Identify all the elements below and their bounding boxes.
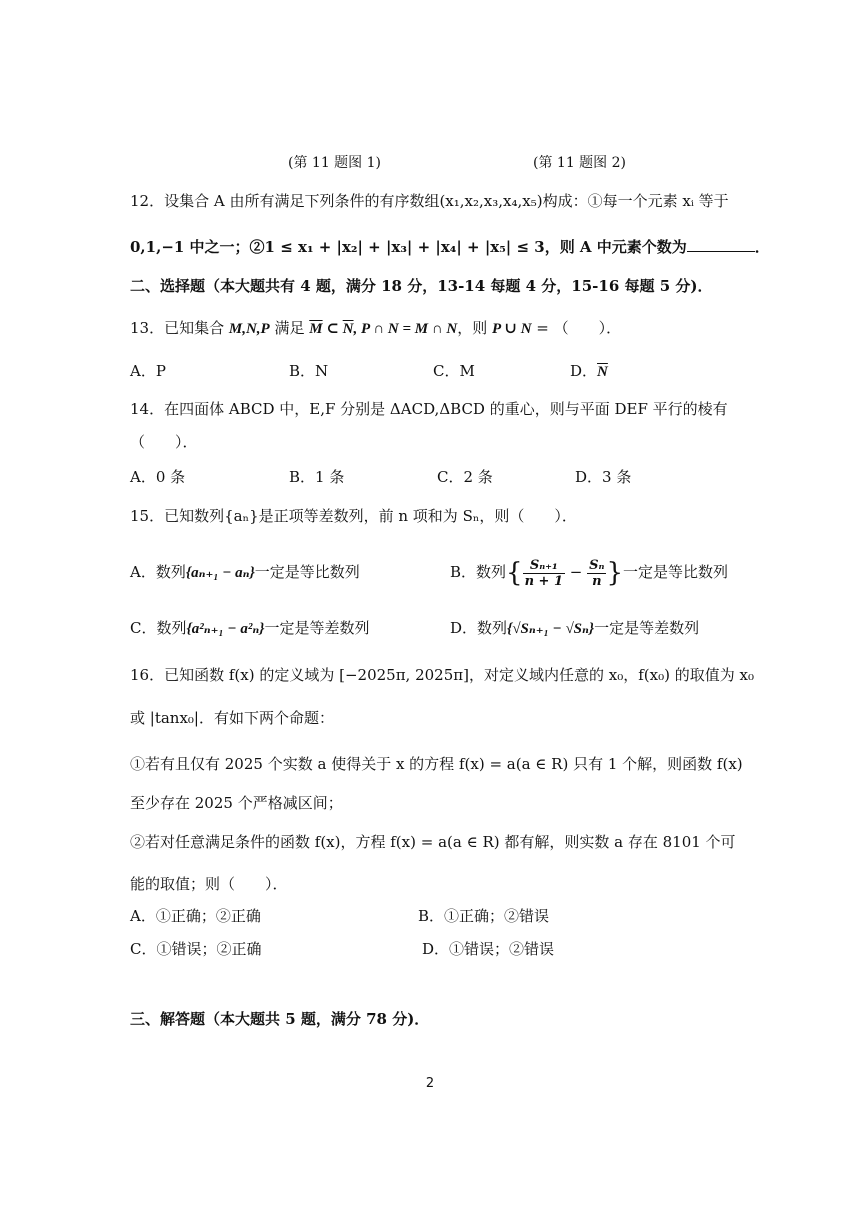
q15-stem: 15．已知数列{aₙ}是正项等差数列，前 n 项和为 Sₙ，则（ ）．	[130, 507, 577, 525]
q14-line1: 14．在四面体 ABCD 中，E,F 分别是 ΔACD,ΔBCD 的重心，则与平面 DEF 平行的棱有	[130, 400, 728, 418]
q15-option-b-post: 一定是等比数列	[623, 563, 729, 581]
q15-option-a-pre: A．数列	[130, 563, 186, 581]
q12-line2	[130, 236, 770, 258]
q15-option-a-expr: {aₙ₊₁ − aₙ}	[185, 565, 255, 581]
q14-option-c: C．2 条	[437, 468, 493, 486]
q13-option-a: A．P	[130, 362, 166, 380]
q15-option-c	[130, 617, 369, 640]
q16-option-b: B．①正确；②错误	[418, 907, 550, 925]
q13-expr: P ∪ N	[492, 321, 532, 337]
q15-option-b-frac1: $\frac{\text{Sₙ₊₁}}{n + 1}$	[524, 557, 564, 589]
q16-option-a: A．①正确；②正确	[130, 907, 261, 925]
q15-option-b-frac2: $\frac{\text{Sₙ}}{n}$	[589, 557, 605, 589]
q15-option-b: B．数列{ $\frac{\text{Sₙ₊₁}}{n + 1}$ − $\frac{\text{Sₙ}}{n}$ }一定是等比数列	[450, 557, 729, 589]
page-number: 2	[425, 1076, 435, 1091]
q16-line6: 能的取值；则（ ）．	[130, 875, 288, 893]
q16-line1: 16．已知函数 f(x) 的定义域为 [−2025π, 2025π]，对定义域内任意的 x₀，f(x₀) 的取值为 x₀	[130, 666, 754, 684]
q16-option-d: D．①错误；②错误	[422, 940, 555, 958]
q15-option-a	[130, 561, 360, 584]
q15-option-d	[450, 617, 699, 640]
q13-stem-a: 13．已知集合	[130, 319, 229, 337]
q13-vars: M,N,P	[228, 321, 270, 337]
q14-option-a: A．0 条	[130, 468, 186, 486]
q16-option-c: C．①错误；②正确	[130, 940, 262, 958]
q13-option-d-expr: $\overline{N}$	[597, 364, 608, 380]
q13-stem-d: = （ ）．	[531, 319, 622, 337]
q15-option-d-post: 一定是等差数列	[594, 619, 700, 637]
section3-heading: 三、解答题（本大题共 5 题，满分 78 分)．	[130, 1010, 430, 1028]
answer-blank	[687, 237, 755, 252]
q12-tail: ．	[754, 238, 770, 256]
q16-line2: 或 |tanx₀|．有如下两个命题：	[130, 709, 334, 727]
q14-option-b: B．1 条	[289, 468, 345, 486]
q14-line2: （ ）．	[130, 433, 198, 451]
q15-option-b-pre: B．数列	[450, 563, 507, 581]
q16-line5: ②若对任意满足条件的函数 f(x)，方程 f(x) = a(a ∈ R) 都有解，则实数 a 存在 8101 个可	[130, 833, 736, 851]
section2-heading: 二、选择题（本大题共有 4 题，满分 18 分，13-14 每题 4 分，15-16 每题 5 分)．	[130, 277, 713, 295]
q16-line3: ①若有且仅有 2025 个实数 a 使得关于 x 的方程 f(x) = a(a ∈ R) 只有 1 个解，则函数 f(x)	[130, 755, 743, 773]
q13-stem-b: 满足	[269, 319, 310, 337]
q12-line2-text: 0,1,−1 中之一；②1 ≤ x₁ + |x₂| + |x₃| + |x₄| + |x₅| ≤ 3，则 A 中元素个数为	[130, 238, 687, 256]
q15-option-c-post: 一定是等差数列	[264, 619, 370, 637]
q13-stem-c: ，则	[457, 319, 493, 337]
q13-option-d	[570, 360, 608, 383]
q15-option-c-expr: {a²ₙ₊₁ − a²ₙ}	[186, 621, 265, 637]
figure-2-caption: (第 11 题图 2)	[533, 155, 626, 171]
q14-option-d: D．3 条	[575, 468, 632, 486]
q13-option-c: C．M	[433, 362, 475, 380]
q13-option-d-label: D．	[570, 362, 598, 380]
q15-option-c-pre: C．数列	[130, 619, 187, 637]
q13-condition: $\overline{M}$ ⊂ $\overline{N}$, P ∩ N = M ∩ N	[309, 321, 458, 337]
q15-option-d-expr: {√Sₙ₊₁ − √Sₙ}	[507, 621, 595, 637]
q15-option-a-post: 一定是等比数列	[254, 563, 360, 581]
q13-stem	[130, 317, 621, 340]
figure-1-caption: (第 11 题图 1)	[288, 155, 381, 171]
q15-option-d-pre: D．数列	[450, 619, 508, 637]
q12-line1: 12．设集合 A 由所有满足下列条件的有序数组(x₁,x₂,x₃,x₄,x₅)构成：①每一个元素 xᵢ 等于	[130, 192, 729, 210]
q13-option-b: B．N	[289, 362, 329, 380]
q16-line4: 至少存在 2025 个严格减区间；	[130, 794, 343, 812]
